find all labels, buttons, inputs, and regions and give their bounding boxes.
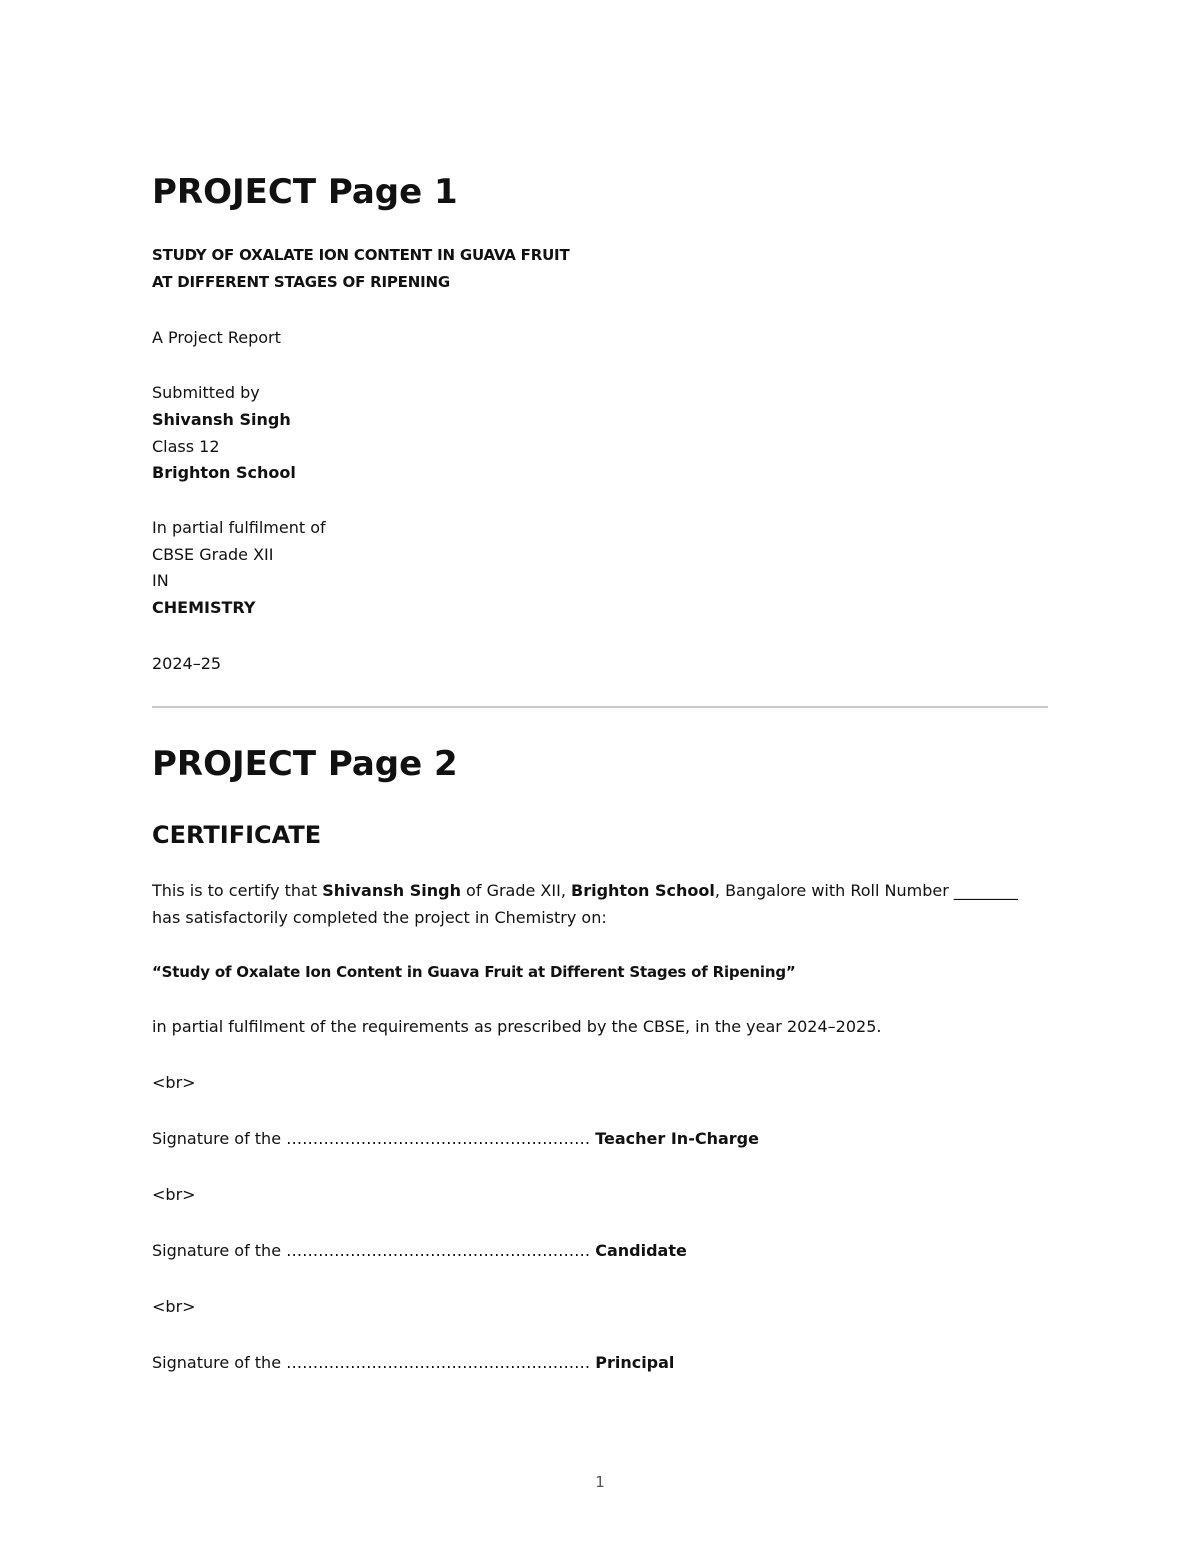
fulfilment-statement: in partial fulfilment of the requirements as prescribed by the CBSE, in the year 2024–2025. (152, 1017, 882, 1036)
student-name: Shivansh Singh (152, 410, 291, 429)
signature-teacher (152, 1128, 759, 1150)
br-tag-text: <br> (152, 1073, 196, 1092)
in-label: IN (152, 571, 169, 590)
project-title-line1: STUDY OF OXALATE ION CONTENT IN GUAVA FRUIT (152, 246, 570, 264)
submitted-by-label: Submitted by (152, 383, 260, 402)
document-page (152, 0, 1048, 1553)
signature-prefix: Signature of the ………………………………………………… (152, 1353, 596, 1372)
fulfilment-label: In partial fulfilment of (152, 518, 326, 537)
student-class: Class 12 (152, 437, 220, 456)
project-title-quote: “Study of Oxalate Ion Content in Guava Fruit at Different Stages of Ripening” (152, 963, 796, 981)
cert-school-name: Brighton School (571, 881, 715, 900)
cert-text-1: This is to certify that (152, 881, 323, 900)
cert-student-name: Shivansh Singh (322, 881, 461, 900)
page2-heading: PROJECT Page 2 (152, 744, 458, 784)
signature-role-candidate: Candidate (595, 1241, 687, 1260)
signature-prefix: Signature of the ………………………………………………… (152, 1129, 596, 1148)
signature-prefix: Signature of the ………………………………………………… (152, 1241, 596, 1260)
page-number: 1 (595, 1473, 605, 1491)
signature-role-principal: Principal (595, 1353, 675, 1372)
br-tag-text: <br> (152, 1297, 196, 1316)
certificate-paragraph (152, 877, 1048, 931)
board-name: CBSE Grade XII (152, 545, 274, 564)
certificate-heading: CERTIFICATE (152, 821, 322, 849)
page1-heading: PROJECT Page 1 (152, 172, 458, 212)
cert-text-2: of Grade XII, (460, 881, 571, 900)
academic-year: 2024–25 (152, 654, 222, 673)
br-tag-text: <br> (152, 1185, 196, 1204)
page-divider (152, 706, 1048, 708)
subject-name: CHEMISTRY (152, 598, 256, 617)
school-name: Brighton School (152, 463, 296, 482)
signature-role-teacher: Teacher In-Charge (595, 1129, 759, 1148)
report-type: A Project Report (152, 328, 281, 347)
signature-candidate (152, 1240, 687, 1262)
signature-principal (152, 1352, 674, 1374)
project-title-line2: AT DIFFERENT STAGES OF RIPENING (152, 273, 450, 291)
cert-text-3: , Bangalore with Roll Number ________ has satisfactorily completed the project in Chemistry on: (152, 881, 1018, 927)
